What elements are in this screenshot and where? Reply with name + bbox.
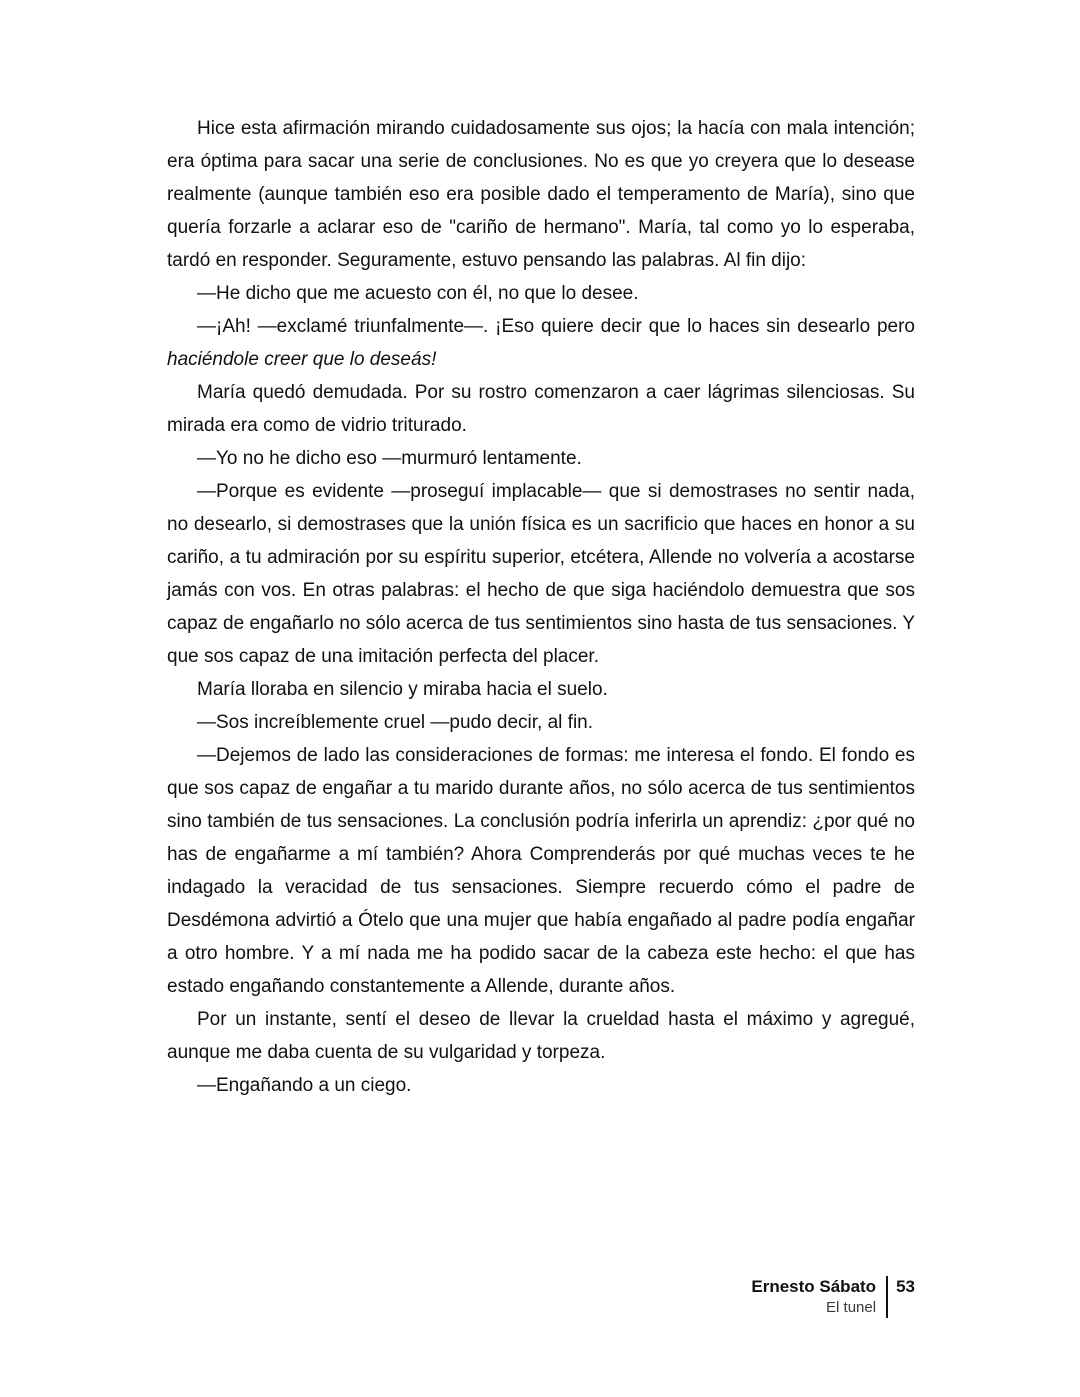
paragraph-dialogue <box>167 310 915 376</box>
paragraph <box>167 376 915 442</box>
footer-text-block <box>751 1276 886 1318</box>
paragraph-text: María lloraba en silencio y miraba hacia el suelo. <box>197 679 608 700</box>
paragraph-text: María quedó demudada. Por su rostro comenzaron a caer lágrimas silenciosas. Su mirada era como de vidrio triturado. <box>167 382 915 436</box>
paragraph-text: Hice esta afirmación mirando cuidadosamente sus ojos; la hacía con mala intención; era óptima para sacar una serie de conclusiones. No es que yo creyera que lo desease realmente (aunque también eso era posible dado el temperamento de María), sino que quería forzarle a aclarar eso de "cariño de hermano". María, tal como yo lo esperaba, tardó en responder. Seguramente, estuvo pensando las palabras. Al fin dijo: <box>167 118 915 271</box>
paragraph-dialogue <box>167 277 915 310</box>
footer-book-title: El tunel <box>826 1299 877 1316</box>
page-text <box>167 112 915 1102</box>
paragraph-text: Por un instante, sentí el deseo de llevar la crueldad hasta el máximo y agregué, aunque me daba cuenta de su vulgaridad y torpeza. <box>167 1009 915 1063</box>
paragraph-dialogue <box>167 1069 915 1102</box>
paragraph-text: —He dicho que me acuesto con él, no que lo desee. <box>197 283 639 304</box>
paragraph-dialogue <box>167 442 915 475</box>
paragraph-text: —Porque es evidente —proseguí implacable— que si demostrases no sentir nada, no desearlo, si demostrases que la unión física es un sacrificio que haces en honor a su cariño, a tu admiración por su espíritu superior, etcétera, Allende no volvería a acostarse jamás con vos. En otras palabras: el hecho de que siga haciéndolo demuestra que sos capaz de engañarlo no sólo acerca de tus sentimientos sino hasta de tus sensaciones. Y que sos capaz de una imitación perfecta del placer. <box>167 481 915 667</box>
paragraph <box>167 112 915 277</box>
paragraph-text: —Sos increíblemente cruel —pudo decir, al fin. <box>197 712 594 733</box>
paragraph-text: —Dejemos de lado las consideraciones de formas: me interesa el fondo. El fondo es que sos capaz de engañar a tu marido durante años, no sólo acerca de tus sentimientos sino también de tus sensaciones. La conclusión podría inferirla un aprendiz: ¿por qué no has de engañarme a mí también? Ahora Comprenderás por qué muchas veces te he indagado la veracidad de tus sensaciones. Siempre recuerdo cómo el padre de Desdémona advirtió a Ótelo que una mujer que había engañado al padre podía engañar a otro hombre. Y a mí nada me ha podido sacar de la cabeza este hecho: el que has estado engañando constantemente a Allende, durante años. <box>167 745 915 997</box>
footer-author: Ernesto Sábato <box>751 1277 877 1296</box>
paragraph-dialogue <box>167 475 915 673</box>
paragraph-text: —¡Ah! —exclamé triunfalmente—. ¡Eso quiere decir que lo haces sin desearlo pero <box>197 316 915 337</box>
paragraph-dialogue <box>167 739 915 1003</box>
page-footer <box>751 1276 915 1318</box>
paragraph-text: —Yo no he dicho eso —murmuró lentamente. <box>197 448 582 469</box>
footer-page-number: 53 <box>896 1277 915 1296</box>
paragraph <box>167 673 915 706</box>
paragraph-italic-text: haciéndole creer que lo deseás! <box>167 349 437 370</box>
paragraph <box>167 1003 915 1069</box>
paragraph-dialogue <box>167 706 915 739</box>
paragraph-text: —Engañando a un ciego. <box>197 1075 412 1096</box>
